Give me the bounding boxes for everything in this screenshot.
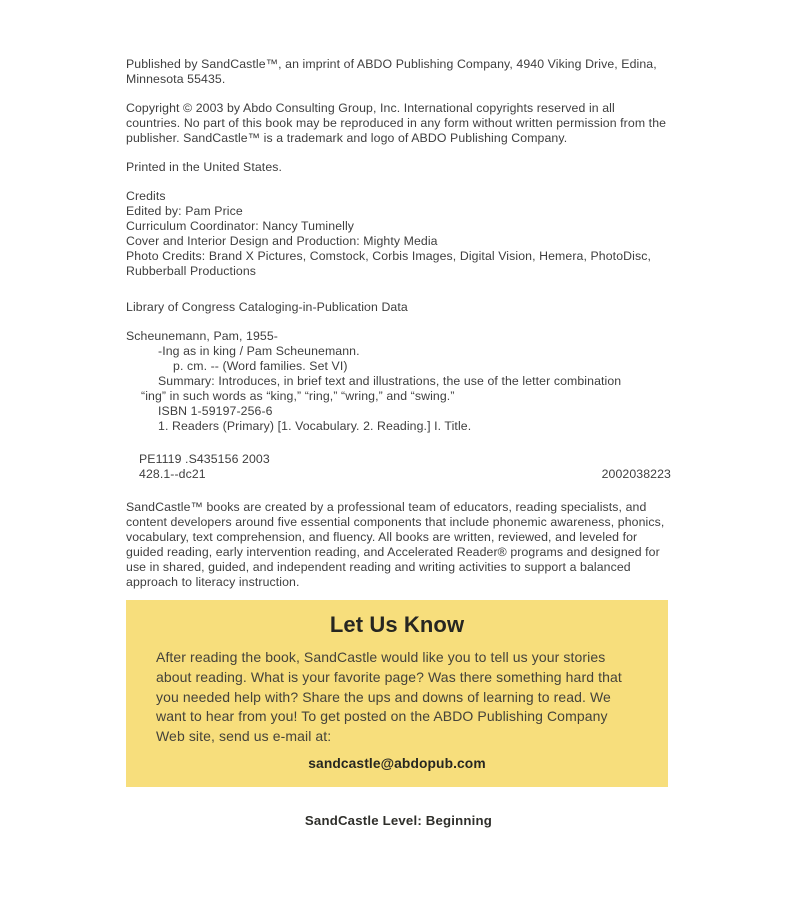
- dewey-number: 428.1--dc21: [139, 467, 206, 481]
- loc-title-line: -Ing as in king / Pam Scheunemann.: [158, 344, 360, 358]
- loc-summary-line-2: “ing” in such words as “king,” “ring,” “wring,” and “swing.”: [141, 389, 455, 403]
- sandcastle-description-paragraph: SandCastle™ books are created by a professional team of educators, reading specialists, and content developers around five essential components that include phonemic awareness, phonics, vocabulary, text comprehension, and fluency. All books are written, reviewed, and leveled for guided reading, early intervention reading, and Accelerated Reader® programs and designed for use in shared, guided, and independent reading and writing activities to support a balanced approach to literacy instruction.: [126, 500, 665, 589]
- credits-heading: Credits: [126, 189, 166, 203]
- credits-block: [126, 189, 671, 279]
- loc-series-line: p. cm. -- (Word families. Set VI): [173, 359, 348, 373]
- credits-curriculum-coordinator: Curriculum Coordinator: Nancy Tuminelly: [126, 219, 355, 233]
- sandcastle-email: sandcastle@abdopub.com: [308, 755, 486, 771]
- credits-photo-credits: Photo Credits: Brand X Pictures, Comstock, Corbis Images, Digital Vision, Hemera, PhotoDisc, Rubberball Productions: [126, 249, 651, 278]
- copyright-paragraph: Copyright © 2003 by Abdo Consulting Group, Inc. International copyrights reserved in all countries. No part of this book may be reproduced in any form without written permission from the publisher. SandCastle™ is a trademark and logo of ABDO Publishing Company.: [126, 101, 667, 145]
- loc-subjects-line: 1. Readers (Primary) [1. Vocabulary. 2. Reading.] I. Title.: [158, 419, 472, 433]
- call-number-block: [126, 452, 671, 482]
- publisher-paragraph: Published by SandCastle™, an imprint of ABDO Publishing Company, 4940 Viking Drive, Edina, Minnesota 55435.: [126, 57, 657, 86]
- loc-heading: Library of Congress Cataloging-in-Publication Data: [126, 300, 408, 314]
- printed-line: Printed in the United States.: [126, 160, 283, 174]
- loc-isbn-line: ISBN 1-59197-256-6: [158, 404, 273, 418]
- sandcastle-level-line: SandCastle Level: Beginning: [304, 812, 493, 828]
- text-column: [126, 57, 671, 828]
- loc-call-number: PE1119 .S435156 2003: [139, 452, 270, 466]
- let-us-know-body: After reading the book, SandCastle would like you to tell us your stories about reading. What is your favorite page? Was there something hard that you needed help with? Share the ups and downs of learning to read. We want to hear from you! To get posted on the ABDO Publishing Company Web site, send us e-mail at:: [156, 649, 622, 745]
- loc-citation-block: [126, 329, 671, 434]
- lccn-number: 2002038223: [601, 467, 671, 481]
- let-us-know-box: [126, 600, 668, 787]
- loc-summary-line-1: Summary: Introduces, in brief text and illustrations, the use of the letter combination: [158, 374, 622, 388]
- loc-author-line: Scheunemann, Pam, 1955-: [126, 329, 279, 343]
- dewey-lccn-row: [139, 467, 671, 482]
- let-us-know-title: Let Us Know: [329, 612, 465, 637]
- credits-edited-by: Edited by: Pam Price: [126, 204, 243, 218]
- credits-design-production: Cover and Interior Design and Production: Mighty Media: [126, 234, 438, 248]
